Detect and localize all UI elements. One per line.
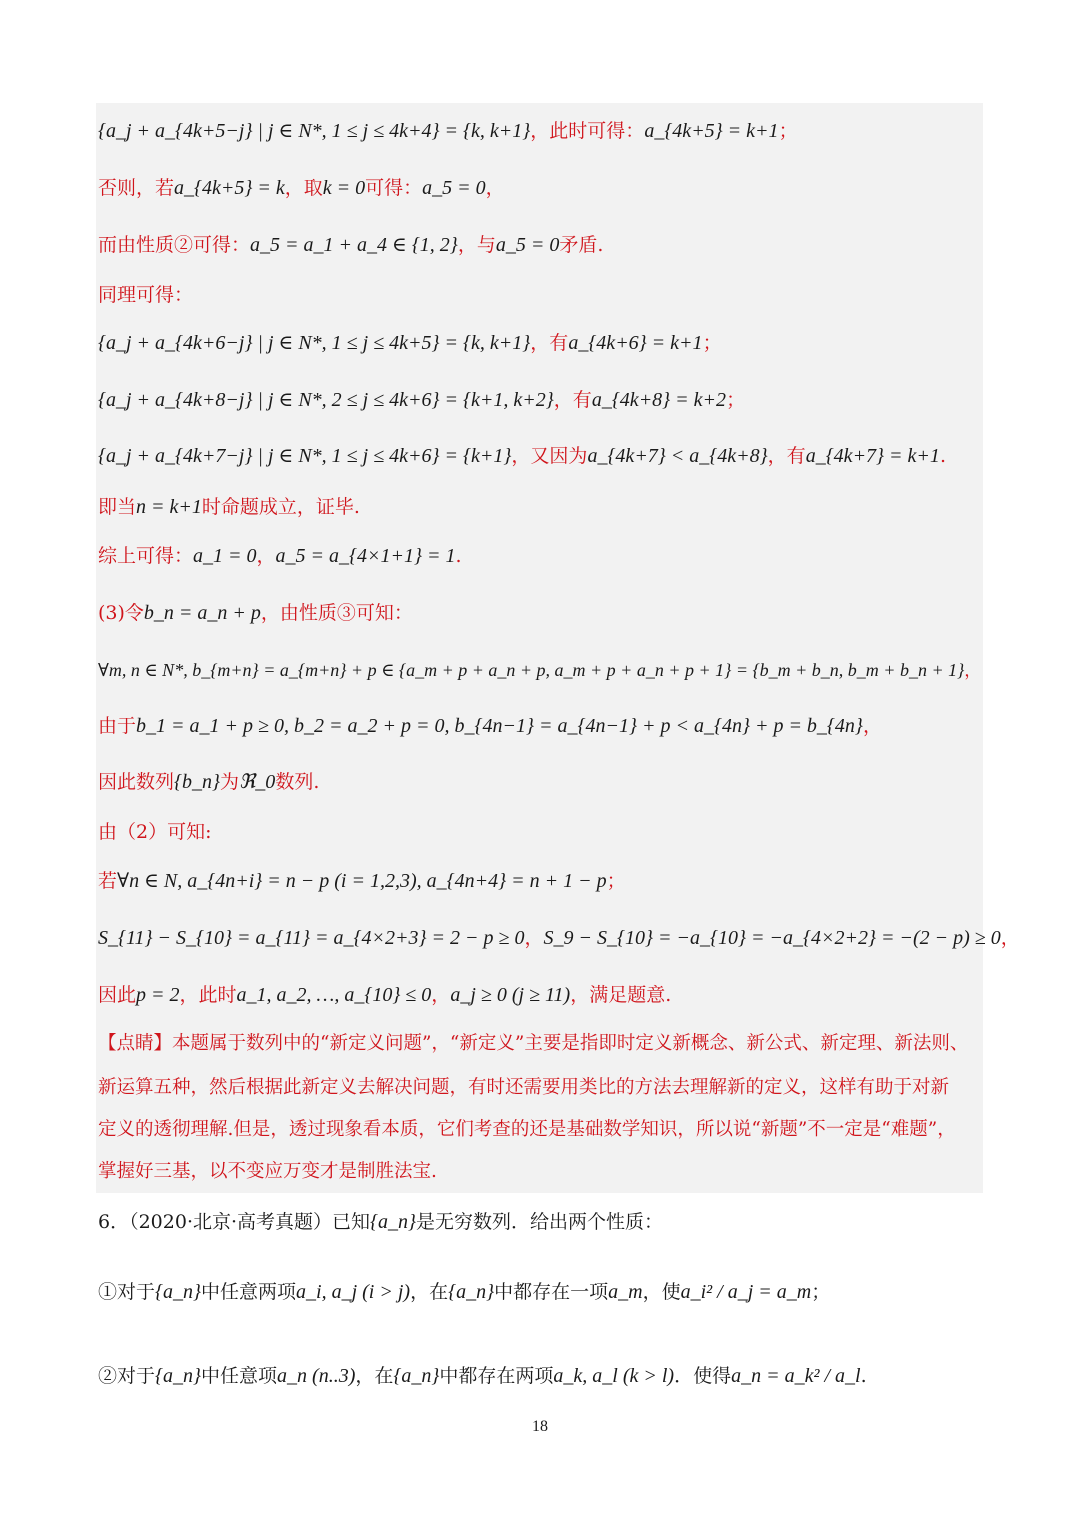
question-line-1: 6．（2020·北京·高考真题）已知{a_n}是无穷数列．给出两个性质： (98, 1211, 664, 1233)
solution-line-3: 而由性质②可得：a_5 = a_1 + a_4 ∈ {1, 2}，与a_5 = 0矛盾. (98, 234, 604, 256)
solution-line-4: 同理可得： (98, 284, 194, 306)
solution-line-16: S_{11} − S_{10} = a_{11} = a_{4×2+3} = 2 − p ≥ 0，S_9 − S_{10} = −a_{10} = −a_{4×2+2} = −(2 − p) ≥ 0， (98, 927, 1020, 949)
solution-line-1: {a_j + a_{4k+5−j} | j ∈ N*, 1 ≤ j ≤ 4k+4} = {k, k+1}，此时可得：a_{4k+5} = k+1； (98, 120, 798, 142)
solution-line-9: 综上可得：a_1 = 0，a_5 = a_{4×1+1} = 1. (98, 545, 462, 567)
solution-line-15: 若∀n ∈ N, a_{4n+i} = n − p (i = 1,2,3), a_{4n+4} = n + 1 − p； (98, 870, 626, 892)
solution-line-8: 即当n = k+1时命题成立，证毕. (98, 496, 360, 518)
question-line-2: ①对于{a_n}中任意两项a_i, a_j (i > j)，在{a_n}中都存在一项a_m，使a_i² / a_j = a_m； (98, 1281, 831, 1303)
note-line-2: 新运算五种，然后根据此新定义去解决问题，有时还需要用类比的方法去理解新的定义，这样有助于对新 (98, 1077, 950, 1098)
note-line-4: 掌握好三基，以不变应万变才是制胜法宝. (98, 1161, 437, 1182)
solution-line-14: 由（2）可知: (98, 821, 212, 843)
solution-line-6: {a_j + a_{4k+8−j} | j ∈ N*, 2 ≤ j ≤ 4k+6} = {k+1, k+2}，有a_{4k+8} = k+2； (98, 389, 746, 411)
solution-box (96, 103, 983, 1193)
solution-line-2: 否则，若a_{4k+5} = k，取k = 0可得：a_5 = 0， (98, 177, 505, 199)
note-line-3: 定义的透彻理解.但是，透过现象看本质，它们考查的还是基础数学知识，所以说“新题”不一定是“难题”， (98, 1119, 956, 1140)
solution-line-17: 因此p = 2，此时a_1, a_2, …, a_{10} ≤ 0，a_j ≥ 0 (j ≥ 11)，满足题意. (98, 984, 672, 1006)
note-line-1: 【点睛】本题属于数列中的“新定义问题”，“新定义”主要是指即时定义新概念、新公式、新定理、新法则、 (98, 1033, 969, 1054)
math: {a_j + a_{4k+5−j} | j ∈ N*, 1 ≤ j ≤ 4k+4} = {k, k+1} (98, 120, 531, 142)
solution-line-5: {a_j + a_{4k+6−j} | j ∈ N*, 1 ≤ j ≤ 4k+5} = {k, k+1}，有a_{4k+6} = k+1； (98, 332, 722, 354)
solution-line-12: 由于b_1 = a_1 + p ≥ 0, b_2 = a_2 + p = 0, b_{4n−1} = a_{4n−1} + p < a_{4n} + p = b_{4n}， (98, 715, 882, 737)
solution-line-13: 因此数列{b_n}为ℜ_0数列. (98, 771, 320, 793)
question-line-3: ②对于{a_n}中任意项a_n (n..3)，在{a_n}中都存在两项a_k, a_l (k > l)．使得a_n = a_k² / a_l. (98, 1365, 867, 1387)
page-number: 18 (532, 1418, 548, 1435)
solution-line-11: ∀m, n ∈ N*, b_{m+n} = a_{m+n} + p ∈ {a_m + p + a_n + p, a_m + p + a_n + p + 1} = {b_m + b_n, b_m + b_n + 1}， (98, 660, 982, 681)
solution-line-10: (3)令b_n = a_n + p，由性质③可知： (98, 602, 413, 624)
solution-line-7: {a_j + a_{4k+7−j} | j ∈ N*, 1 ≤ j ≤ 4k+6} = {k+1}，又因为a_{4k+7} < a_{4k+8}，有a_{4k+7} = k+1. (98, 445, 946, 467)
